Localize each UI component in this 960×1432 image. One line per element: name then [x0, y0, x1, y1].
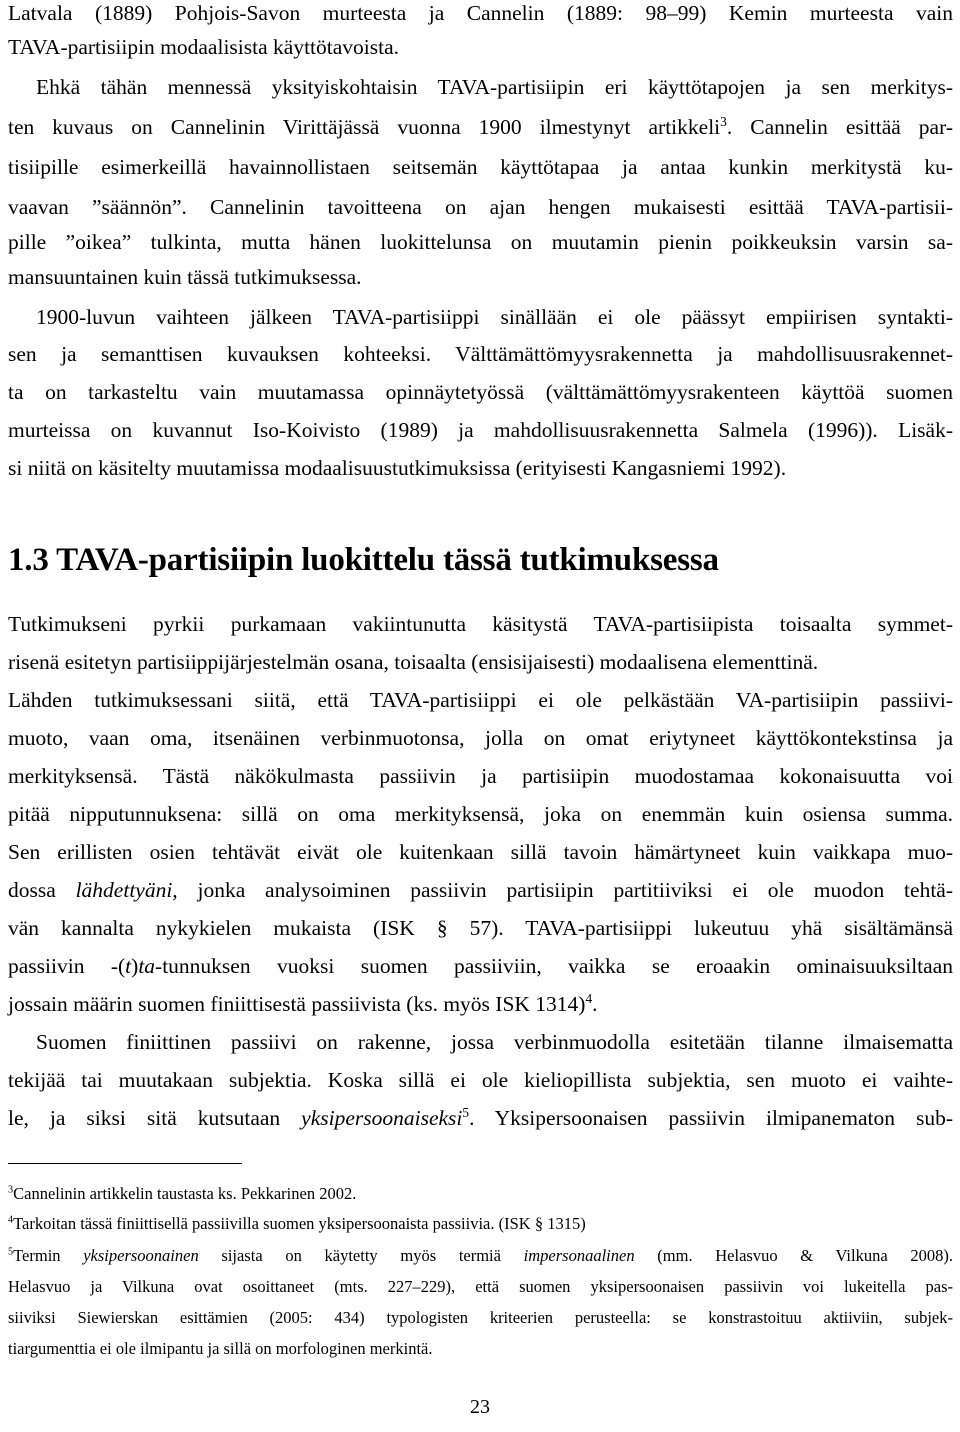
- body-line: Latvala (1889) Pohjois-Savon murteesta ja Cannelin (1889: 98–99) Kemin murteesta vain: [8, 1, 953, 25]
- section-line: jossain määrin suomen finiittisestä passiivista (ks. myös ISK 1314)$^4$.: [8, 990, 598, 1016]
- body-line: Ehkä tähän mennessä yksityiskohtaisin TAVA-partisiipin eri käyttötapojen ja sen merkitys-: [36, 75, 953, 99]
- body-line: TAVA-partisiipin modaalisista käyttötavoista.: [8, 35, 400, 59]
- page-number: 23: [470, 1396, 490, 1418]
- body-line: si niitä on käsitelty muutamissa modaalisuustutkimuksissa (erityisesti Kangasniemi 1992).: [8, 456, 787, 480]
- section-heading: 1.3 TAVA-partisiipin luokittelu tässä tutkimuksessa: [8, 542, 719, 578]
- section-line: Lähden tutkimuksessani siitä, että TAVA-partisiippi ei ole pelkästään VA-partisiipin passiivi-: [8, 688, 953, 712]
- footnote: $^3$Cannelinin artikkelin taustasta ks. Pekkarinen 2002.: [8, 1184, 357, 1203]
- section-line: dossa lähdettyäni, jonka analysoiminen passiivin partisiipin partitiiviksi ei ole muodon tehtä-: [8, 878, 953, 902]
- body-line: murteissa on kuvannut Iso-Koivisto (1989) ja mahdollisuusrakennetta Salmela (1996)). Lisäk-: [8, 418, 953, 442]
- body-line: ta on tarkasteltu vain muutamassa opinnäytetyössä (välttämättömyysrakenteen käyttöä suomen: [8, 380, 953, 404]
- section-line: passiivin -(t)ta-tunnuksen vuoksi suomen passiiviin, vaikka se eroaakin ominaisuuksiltaan: [8, 954, 953, 978]
- footnote-ref: 3: [720, 113, 727, 129]
- section-line: le, ja siksi sitä kutsutaan yksipersoonaiseksi$^5$. Yksipersoonaisen passiivin ilmipanematon sub-: [8, 1104, 953, 1130]
- section-line: muoto, vaan oma, itsenäinen verbinmuotonsa, jolla on omat eriytyneet käyttökontekstinsa ja: [8, 726, 953, 750]
- italic-term: lähdettyäni,: [75, 878, 178, 902]
- footnote-line: tiargumenttia ei ole ilmipantu ja sillä on morfologinen merkintä.: [8, 1339, 433, 1358]
- body-line: 1900-luvun vaihteen jälkeen TAVA-partisiippi sinällään ei ole päässyt empiirisen syntakti-: [36, 305, 953, 329]
- body-line: tisiipille esimerkeillä havainnollistaen seitsemän käyttötapaa ja antaa kunkin merkitystä ku-: [8, 155, 953, 179]
- section-line: Sen erillisten osien tehtävät eivät ole kuitenkaan sillä tavoin hämärtyneet kuin vaikkapa muo-: [8, 840, 953, 864]
- section-line: Tutkimukseni pyrkii purkamaan vakiintunutta käsitystä TAVA-partisiipista toisaalta symmet-: [8, 612, 953, 636]
- footnote-ref: 4: [585, 990, 593, 1006]
- footnote-line: Helasvuo ja Vilkuna ovat osoittaneet (mts. 227–229), että suomen yksipersoonaisen passiivin voi lukeitella pas-: [8, 1277, 953, 1296]
- section-line: tekijää tai muutakaan subjektia. Koska sillä ei ole kieliopillista subjektia, sen muoto ei vaihte-: [8, 1068, 953, 1092]
- section-line: vän kannalta nykykielen mukaista (ISK § 57). TAVA-partisiippi lukeutuu yhä sisältämänsä: [8, 916, 953, 940]
- section-line: risenä esitetyn partisiippijärjestelmän osana, toisaalta (ensisijaisesti) modaalisena elementtinä.: [8, 650, 819, 674]
- body-line: sen ja semanttisen kuvauksen kohteeksi. Välttämättömyysrakennetta ja mahdollisuusrakennet-: [8, 342, 953, 366]
- body-line: vaavan ”säännön”. Cannelinin tavoitteena on ajan hengen mukaisesti esittää TAVA-partisii-: [8, 195, 953, 219]
- section-line: pitää nipputunnuksena: sillä on oma merkityksensä, joka on enemmän kuin osiensa summa.: [8, 802, 953, 826]
- footnote: $^4$Tarkoitan tässä finiittisellä passiivilla suomen yksipersoonaista passiivia. (ISK § 1315): [8, 1214, 586, 1233]
- footnote-ref: 5: [462, 1104, 470, 1120]
- section-line: merkityksensä. Tästä näkökulmasta passiivin ja partisiipin muodostamaa kokonaisuutta voi: [8, 764, 953, 788]
- section-line: Suomen finiittinen passiivi on rakenne, jossa verbinmuodolla esitetään tilanne ilmaisematta: [36, 1030, 953, 1054]
- footnote-line: siiviksi Siewierskan esittämien (2005: 434) typologisten kriteerien perusteella: se konstrastoituu aktiiviin, subjek-: [8, 1308, 953, 1327]
- footnote-separator: [8, 1163, 242, 1164]
- footnote: $^5$Termin yksipersoonainen sijasta on käytetty myös termiä impersonaalinen (mm. Helasvuo & Vilkuna 2008).: [8, 1246, 953, 1265]
- body-line: mansuuntainen kuin tässä tutkimuksessa.: [8, 265, 362, 289]
- body-line: pille ”oikea” tulkinta, mutta hänen luokittelunsa on muutamin pienin poikkeuksin varsin sa-: [8, 230, 953, 254]
- italic-term: yksipersoonaiseksi: [301, 1106, 463, 1130]
- body-line: ten kuvaus on Cannelinin Virittäjässä vuonna 1900 ilmestynyt artikkeli$^3$. Cannelin esittää par-: [8, 113, 953, 139]
